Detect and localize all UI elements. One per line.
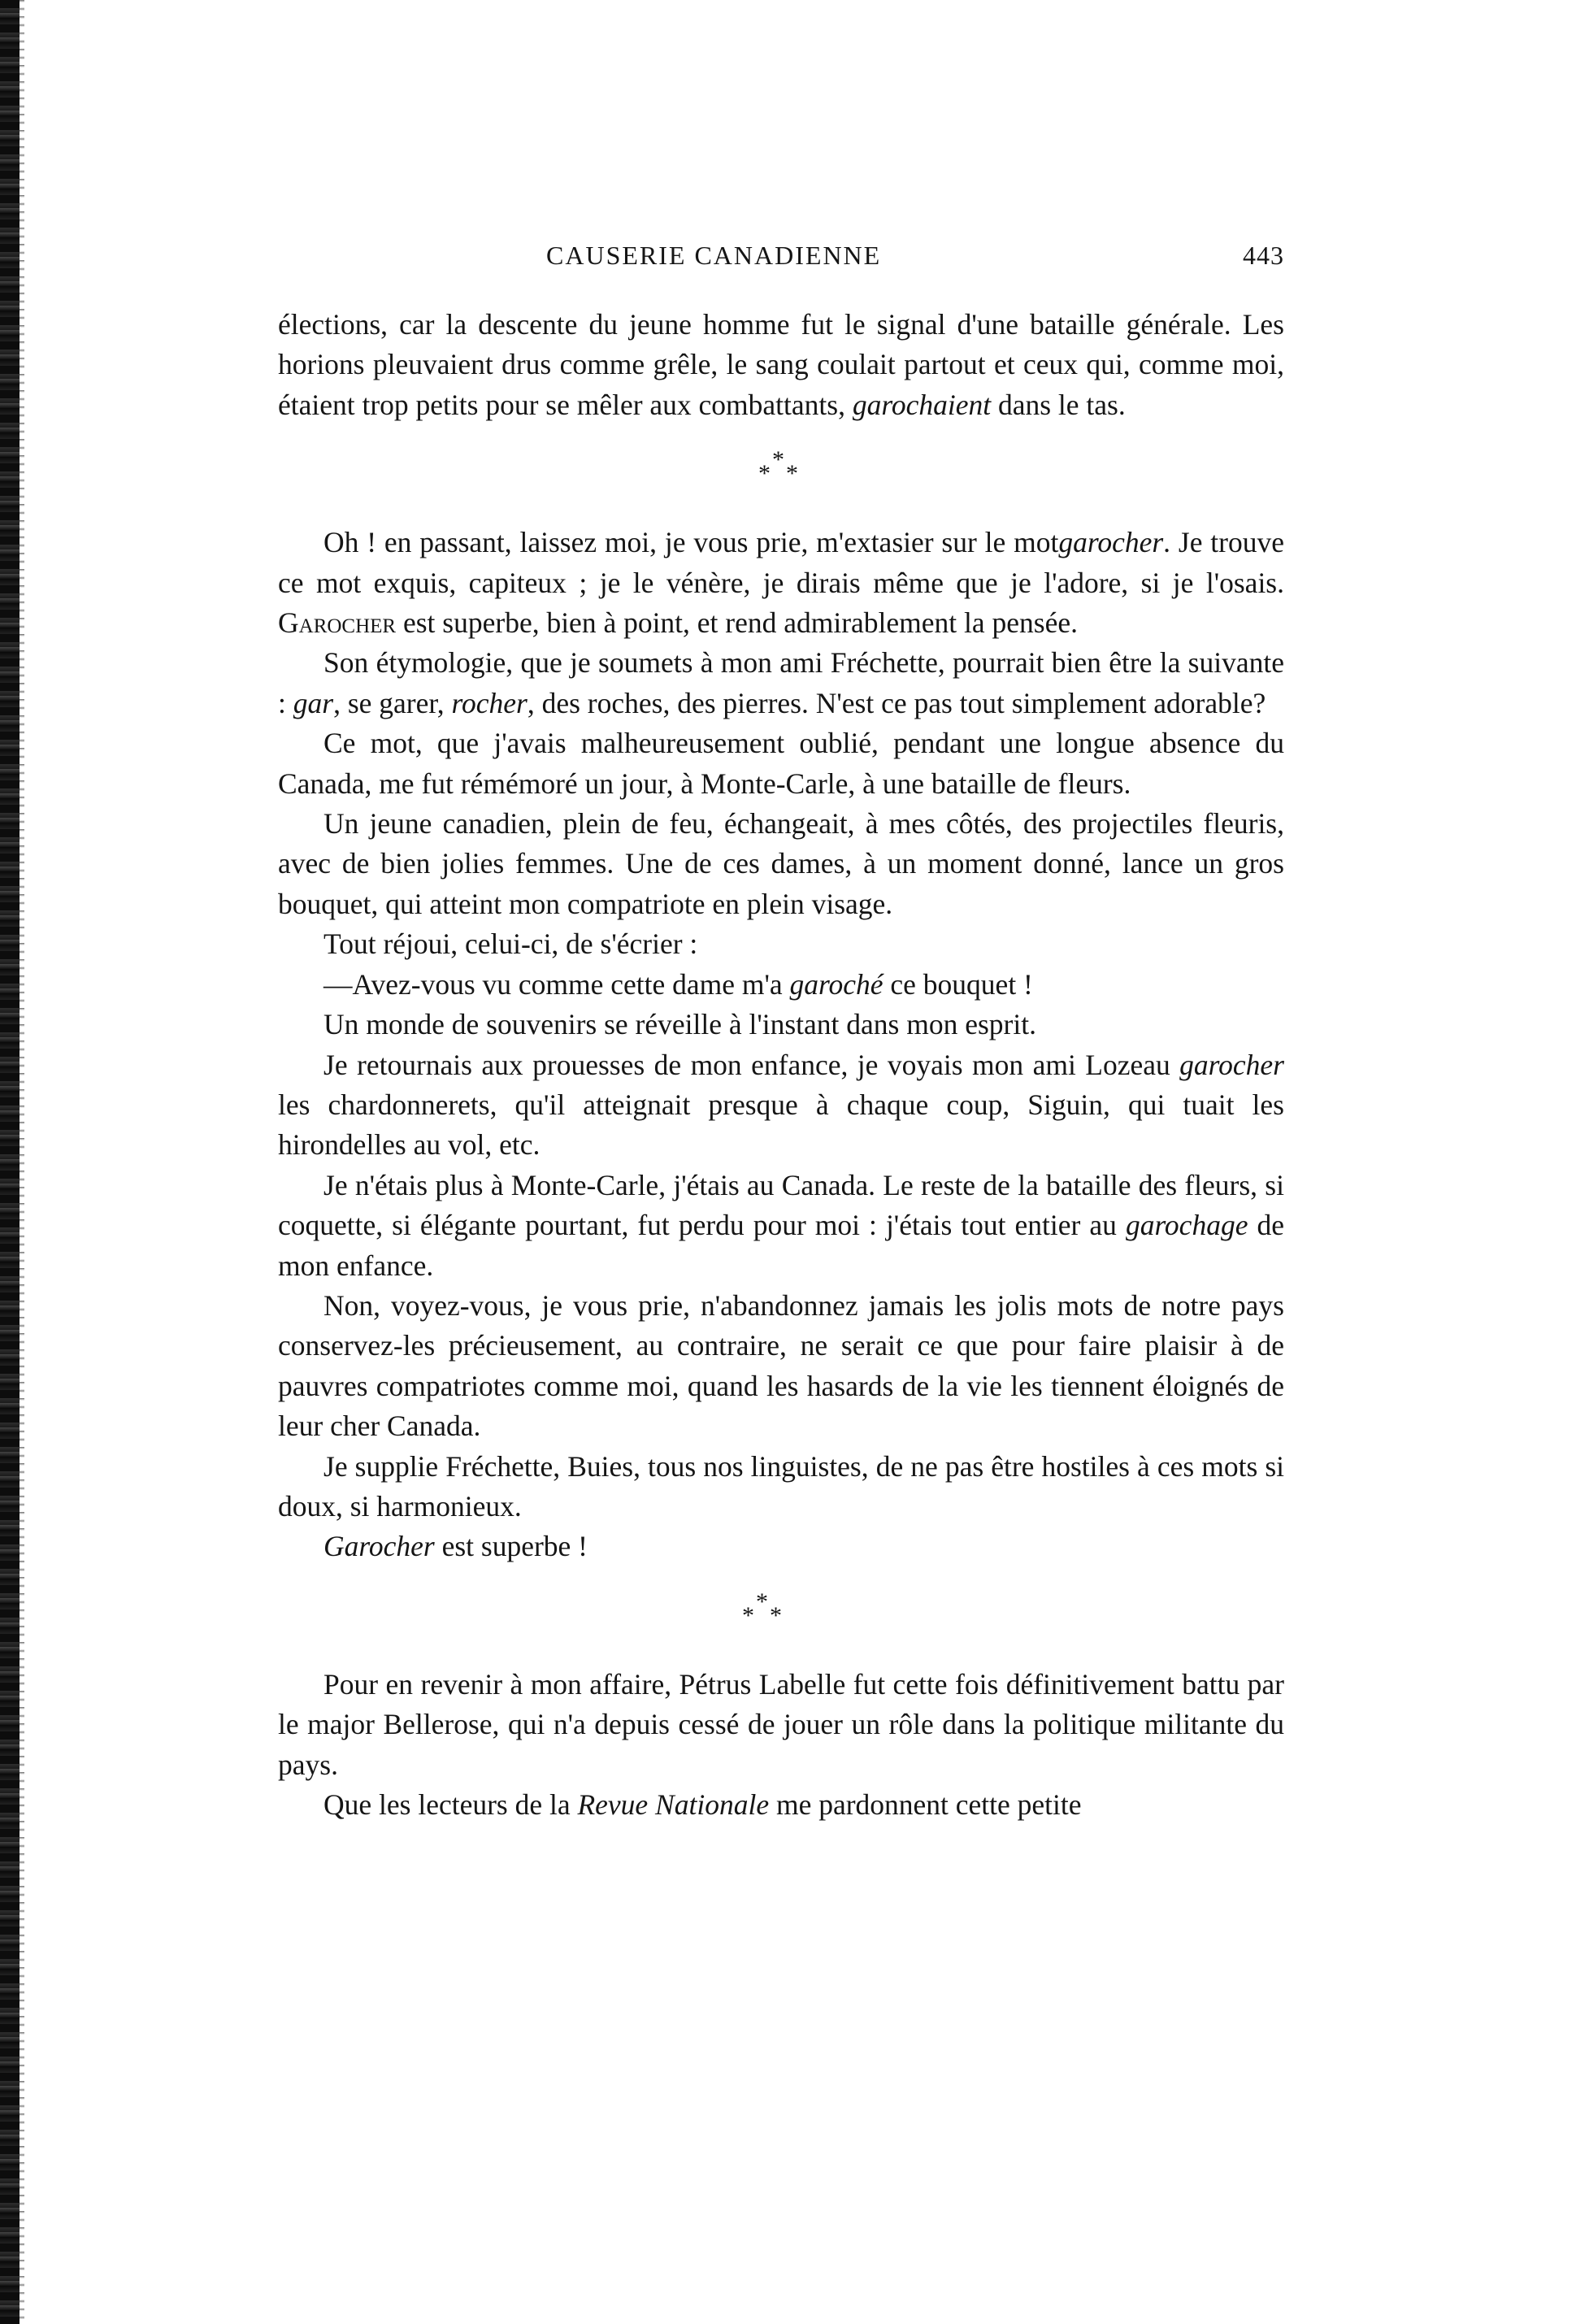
italic-word: garochaient [852,388,992,421]
paragraph-10: Je n'étais plus à Monte-Carle, j'étais au Canada. Le reste de la bataille des fleurs, si coquette, si élégante pourtant, fut perdu pour moi : j'étais tout entier au garochage de mon enfance. [278,1168,1284,1282]
asterism-star: * [742,1601,754,1629]
running-head [278,241,1284,276]
asterism-star: * [758,460,771,488]
asterism-star: * [756,1588,768,1615]
italic-word: garocher [1058,526,1164,559]
italic-word: Garocher [323,1530,435,1563]
italic-word: garochage [1125,1209,1248,1242]
scan-binding-fringe [20,0,24,2324]
paragraph-11: Non, voyez-vous, je vous prie, n'abandonnez jamais les jolis mots de notre pays conservez-les précieusement, au contraire, ne serait ce que pour faire plaisir à de pauvres compatriotes comme moi, quand les hasards de la vie les tiennent éloignés de leur cher Canada. [278,1288,1284,1443]
paragraph-4: Ce mot, que j'avais malheureusement oublié, pendant une longue absence du Canada, me fut rémémoré un jour, à Monte-Carle, à une bataille de fleurs. [278,727,1284,800]
asterism-1 [278,425,1284,505]
paragraph-1: élections, car la descente du jeune homme fut le signal d'une bataille générale. Les horions pleuvaient drus comme grêle, le sang coulait partout et ceux qui, comme moi, étaient trop petits pour se mêler aux combattants, garochaient dans le tas. [278,308,1284,421]
small-caps-word: Garocher [278,606,397,640]
page-number: 443 [1243,241,1284,270]
paragraph-14: Pour en revenir à mon affaire, Pétrus Labelle fut cette fois définitivement battu par le major Bellerose, qui n'a depuis cessé de jouer un rôle dans la politique militante du pays. [278,1667,1284,1781]
scan-binding-edge [0,0,20,2324]
section-spacer [278,505,1284,523]
paragraph-9: Je retournais aux prouesses de mon enfance, je voyais mon ami Lozeau garocher les chardonnerets, qu'il atteignait presque à chaque coup, Siguin, qui tuait les hirondelles au vol, etc. [278,1048,1284,1162]
asterism-star: * [786,460,798,488]
page-body [278,305,1284,1825]
paragraph-7: —Avez-vous vu comme cette dame m'a garoché ce bouquet ! [323,967,1033,1001]
asterism-star: * [770,1601,782,1629]
italic-word: gar [293,686,334,719]
asterism-2 [278,1567,1284,1647]
asterism-star: * [772,446,784,474]
italic-word: garocher [1179,1048,1284,1081]
paragraph-12: Je supplie Fréchette, Buies, tous nos linguistes, de ne pas être hostiles à ces mots si doux, si harmonieux. [278,1449,1284,1523]
paragraph-15: Que les lecteurs de la Revue Nationale me pardonnent cette petite [323,1788,1082,1821]
paragraph-5: Un jeune canadien, plein de feu, échangeait, à mes côtés, des projectiles fleuris, avec de bien jolies femmes. Une de ces dames, à un moment donné, lance un gros bouquet, qui atteint mon compatriote en plein visage. [278,807,1284,920]
italic-word: rocher [451,686,528,719]
paragraph-3: Son étymologie, que je soumets à mon ami Fréchette, pourrait bien être la suivante : gar, se garer, rocher, des roches, des pierres. N'est ce pas tout simplement adorable? [278,646,1284,719]
italic-word: garoché [789,967,884,1001]
paragraph-8: Un monde de souvenirs se réveille à l'instant dans mon esprit. [323,1008,1036,1041]
section-spacer [278,1647,1284,1665]
italic-title: Revue Nationale [577,1788,770,1821]
paragraph-2: Oh ! en passant, laissez moi, je vous prie, m'extasier sur le motgarocher. Je trouve ce mot exquis, capiteux ; je le vénère, je dirais même que je l'adore, si je l'osais. Garocher est superbe, bien à point, et rend admirablement la pensée. [278,526,1284,640]
paragraph-13: Garocher est superbe ! [323,1530,588,1563]
paragraph-6: Tout réjoui, celui-ci, de s'écrier : [323,927,698,961]
running-title: CAUSERIE CANADIENNE [546,241,882,270]
